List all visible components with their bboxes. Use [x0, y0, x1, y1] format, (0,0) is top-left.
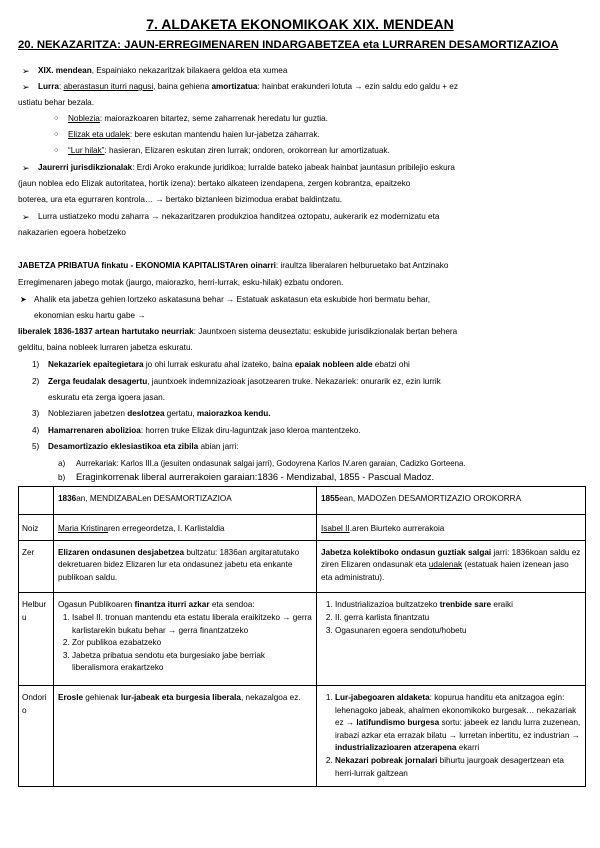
paragraph-bold: liberalek 1836-1837 artean hartutako neurriak [18, 327, 194, 336]
cell-text: ekarri [456, 743, 480, 753]
table-cell [54, 540, 317, 593]
cell-bold: lur-jabeak eta burgesia liberala [120, 692, 241, 702]
table-header-cell [54, 487, 317, 515]
table-cell [317, 593, 586, 686]
circle-bullet-icon: ○ [54, 115, 59, 122]
list-item: 2. Zor publikoa ezabatzeko [72, 637, 312, 650]
arrow-bullet-icon: ➢ [22, 212, 30, 222]
list-item: 1. Isabel II. tronuan mantendu eta estatu liberala eraikitzeko → gerra karlistarekin bukatu behar → gerra finantzatzeko [72, 612, 312, 637]
bullet-text: : hainbat erakunderi lotuta → ezin saldu edo galdu + ez [257, 82, 458, 91]
cell-text: bultzatu: 1836an argitaratutako dekretuaren bidez Elizaren lur eta ondasunez jabetu eta enkante publikoan saldu. [58, 547, 300, 582]
header-text: ean, MADOZen DESAMORTIZAZIO OROKORRA [339, 494, 522, 503]
sub-bullet-underlined: Elizak eta udalek [68, 130, 130, 139]
table-row [19, 685, 586, 786]
list-number: 3) [32, 409, 40, 418]
arrow-bullet-icon: ➢ [22, 66, 30, 76]
list-text: jo ohi lurrak eskuratu ahal izateko, baina [143, 360, 295, 369]
header-bold: 1855 [321, 494, 340, 503]
bullet-continuation: boterea, ura eta egurraren kontrola… → bertako biztanleen bizimodua erabat baldintzatu. [18, 195, 343, 204]
cell-list [321, 599, 581, 637]
bullet-item [38, 65, 584, 78]
table-header-cell [317, 487, 586, 515]
section-heading: 20. NEKAZARITZA: JAUN-ERREGIMENAREN INDARGABETZEA eta LURRAREN DESAMORTIZAZIOA [18, 39, 559, 51]
list-text: ebatzi ohi [372, 360, 410, 369]
cell-text: Ogasun Publikoaren [58, 600, 135, 610]
cell-bold: Nekazari pobreak jornalari [335, 755, 438, 765]
bullet-continuation: (jaun noblea edo Elizak autoritatea, hortik izena): bertako alkateen izendapena, zergen kobrantza, epaitzeko [18, 179, 411, 188]
cell-underlined: Maria Kristina [58, 523, 109, 533]
bullet-item: Ahalik eta jabetza gehien lortzeko askatasuna behar → Estatuak askatasun eta eskubide hori bermatu behar, [34, 295, 430, 304]
sub-bullet-item [68, 129, 588, 142]
cell-line [58, 599, 312, 612]
paragraph-continuation: gelditu, baina nobleek lurraren jabetza eskuratu. [18, 343, 193, 352]
cell-text: bihurtu jaurgoak desagertzean eta herri-lurrak galtzean [335, 755, 564, 778]
list-item: 2. II. gerra karlista finantzatu [335, 612, 581, 625]
bullet-text: : Erdi Aroko erakunde juridikoa; lurralde bateko jabeak hainbat jauntasun pribilejio eskura [132, 163, 455, 172]
sub-list-item: Eraginkorrenak liberal aurrerakoien garaian:1836 - Mendizabal, 1855 - Pascual Madoz. [76, 472, 435, 482]
list-item [335, 692, 581, 755]
paragraph [18, 326, 584, 339]
cell-text: sortu: jabeek ez landu lurra zuzenean, irabazi azkar eta errazak bilatu → lurretan inbertitu, ez industrian → [335, 718, 581, 740]
list-item [48, 408, 588, 421]
desamortization-table [18, 486, 586, 787]
row-label: Zer [19, 540, 54, 593]
list-bold: deslotzea [127, 409, 165, 418]
bullet-bold: amortizatua [211, 82, 258, 91]
cell-bold: latifundismo burgesa [356, 718, 440, 728]
bullet-continuation: ekonomian esku hartu gabe → [34, 311, 146, 320]
cell-underlined: udalenak [428, 560, 463, 570]
list-item: 3. Ogasunaren egoera sendotu/hobetu [335, 625, 581, 638]
table-cell [317, 514, 586, 540]
list-text: abian jarri: [198, 442, 239, 451]
sub-list-item: Aurrekariak: Karlos III.a (jesuiten ondasunak salgai jarri), Godoyrena Karlos IV.aren garaian, Cadizko Gorteena. [76, 459, 466, 468]
cell-text: : kopurua handitu eta anitzagoa egin: lehenagoko jabeak, ahalmen ekonomikoko burgesak… nekazariak ez → [335, 692, 577, 728]
list-text: : horren truke Elizak diru-laguntzak jaso kleroa mantentzeko. [140, 426, 361, 435]
bullet-text: , Espainiako nekazaritzak bilakaera geldoa eta xumea [91, 66, 288, 75]
row-label: Noiz [19, 514, 54, 540]
list-bold: maiorazkoa kendu. [196, 409, 271, 418]
list-text: gertatu, [164, 409, 197, 418]
paragraph-bold: ren oinarri [235, 261, 276, 270]
arrow-bullet-icon: ➢ [22, 163, 30, 173]
cell-list [321, 692, 581, 780]
paragraph-continuation: Erregimenaren jabego motak (jaurgo, maiorazko, herri-lurrak, esku-hilak) ezbatu ondoren. [18, 278, 344, 287]
list-item [48, 359, 588, 372]
cell-underlined: Isabel II [321, 523, 350, 533]
table-cell [317, 540, 586, 593]
bullet-bold: Lurra [38, 82, 59, 91]
cell-text: .aren Biurteko aurrerakoia [349, 523, 445, 533]
cell-text: ren erregeordetza, I. Karlistaldia [108, 523, 225, 533]
arrow-bullet-icon: ➢ [22, 82, 30, 92]
list-item [335, 599, 581, 612]
paragraph-bold: JABETZA PRIBATUA finkatu - EKONOMIA KAPITALISTA [18, 261, 236, 270]
cell-bold: finantza iturri azkar [134, 600, 210, 610]
bullet-item [38, 162, 584, 175]
paragraph-text: : Jauntxoen sistema deuseztatu: eskubide jurisdikzionalak bertan behera [193, 327, 458, 336]
table-corner-cell [19, 487, 54, 515]
cell-text: , nekazalgoa ez. [240, 692, 301, 702]
bullet-text: , baina gehiena [153, 82, 212, 91]
table-row [19, 540, 586, 593]
sub-bullet-text: : hasieran, Elizaren eskutan ziren lurrak; ondoren, orokorrean lur amortizatuak. [104, 146, 390, 155]
list-letter: a) [58, 459, 66, 468]
list-bold: Nekazariek epaitegietara [48, 360, 144, 369]
list-number: 5) [32, 442, 40, 451]
list-number: 4) [32, 426, 40, 435]
bullet-bold: XIX. mendean [38, 66, 92, 75]
list-number: 1) [32, 360, 40, 369]
table-cell [54, 593, 317, 686]
list-item [335, 755, 581, 780]
paragraph-text: : iraultza liberalaren helburuetako bat Antzinako [275, 261, 449, 270]
row-label: Helburu [19, 593, 54, 686]
list-continuation: eskuratu eta zerga igoera jasan. [48, 393, 165, 402]
cell-bold: Jabetza kolektiboko ondasun guztiak salgai [321, 547, 492, 557]
table-cell [317, 685, 586, 786]
list-bold: Hamarrenaren abolizioa [48, 426, 141, 435]
list-bold: Desamortizazio eklesiastikoa eta zibila [48, 442, 199, 451]
table-header-row [19, 487, 586, 515]
list-number: 2) [32, 377, 40, 386]
bullet-continuation: ustiatu behar bezala. [18, 98, 95, 107]
list-item: 3. Jabetza pribatua sendotu eta burgesiako jabe berriak liberalismora erakartzeko [72, 650, 312, 675]
bullet-continuation: nakazarien egoera hobetzeko [18, 228, 126, 237]
list-item [48, 441, 588, 454]
cell-bold: trenbide sare [439, 600, 492, 610]
list-item [48, 376, 588, 389]
cell-list [58, 612, 312, 675]
sub-bullet-underlined: Noblezia [68, 114, 100, 123]
header-bold: 1836 [58, 494, 77, 503]
table-cell [54, 685, 317, 786]
cell-bold: industrializazioaren atzerapena [335, 743, 457, 753]
bullet-item: Lurra ustiatzeko modu zaharra → nekazaritzaren produkzioa handitzea oztopatu, aukerarik ez modernizatu eta [38, 212, 440, 221]
list-text: Nobleziaren jabetzen [48, 409, 128, 418]
list-item [48, 425, 588, 438]
cell-text: gehienak [83, 692, 121, 702]
bullet-underlined: aberastasun iturri nagusi [63, 82, 154, 91]
list-text: , jauntxoek indemnizazioak jasotzearen truke. Nekazariek: onurarik ez, ezin lurrik [147, 377, 441, 386]
sub-bullet-item [68, 145, 588, 158]
cell-text: jarri: 1836koan saldu ez ziren Elizaren ondasunak eta [321, 547, 581, 570]
table-row [19, 593, 586, 686]
table-cell [54, 514, 317, 540]
circle-bullet-icon: ○ [54, 131, 59, 138]
cell-bold: Erosle [58, 692, 84, 702]
cell-text: (estatuak haien izenean jaso eta administratu). [321, 560, 569, 582]
cell-text: eraiki [491, 600, 513, 610]
list-bold: epaiak nobleen alde [294, 360, 373, 369]
cell-text: Industrializazioa bultzatzeko [335, 600, 440, 610]
sub-bullet-text: : maiorazkoaren bitartez, seme zaharrenak heredatu lur guztia. [99, 114, 328, 123]
sub-bullet-item [68, 113, 588, 126]
list-letter: b) [58, 473, 66, 482]
cell-bold: Lur-jabegoaren aldaketa [335, 692, 430, 702]
bullet-bold: Jaurerri jurisdikzionalak [38, 163, 133, 172]
page-title: 7. ALDAKETA EKONOMIKOAK XIX. MENDEAN [146, 16, 454, 32]
cell-text: eta sendoa: [209, 600, 255, 610]
header-text: an, MENDIZABALen DESAMORTIZAZIOA [76, 494, 232, 503]
table-row [19, 514, 586, 540]
pointer-bullet-icon: ➤ [20, 295, 27, 304]
bullet-text: : [58, 82, 64, 91]
paragraph [18, 260, 584, 273]
cell-bold: Elizaren ondasunen desjabetzea [58, 547, 185, 557]
bullet-item [38, 81, 584, 94]
circle-bullet-icon: ○ [54, 147, 59, 154]
sub-bullet-text: : bere eskutan mantendu haien lur-jabetza zaharrak. [129, 130, 320, 139]
sub-bullet-underlined: “Lur hilak” [68, 146, 105, 155]
list-bold: Zerga feudalak desagertu [48, 377, 148, 386]
row-label: Ondorio [19, 685, 54, 786]
